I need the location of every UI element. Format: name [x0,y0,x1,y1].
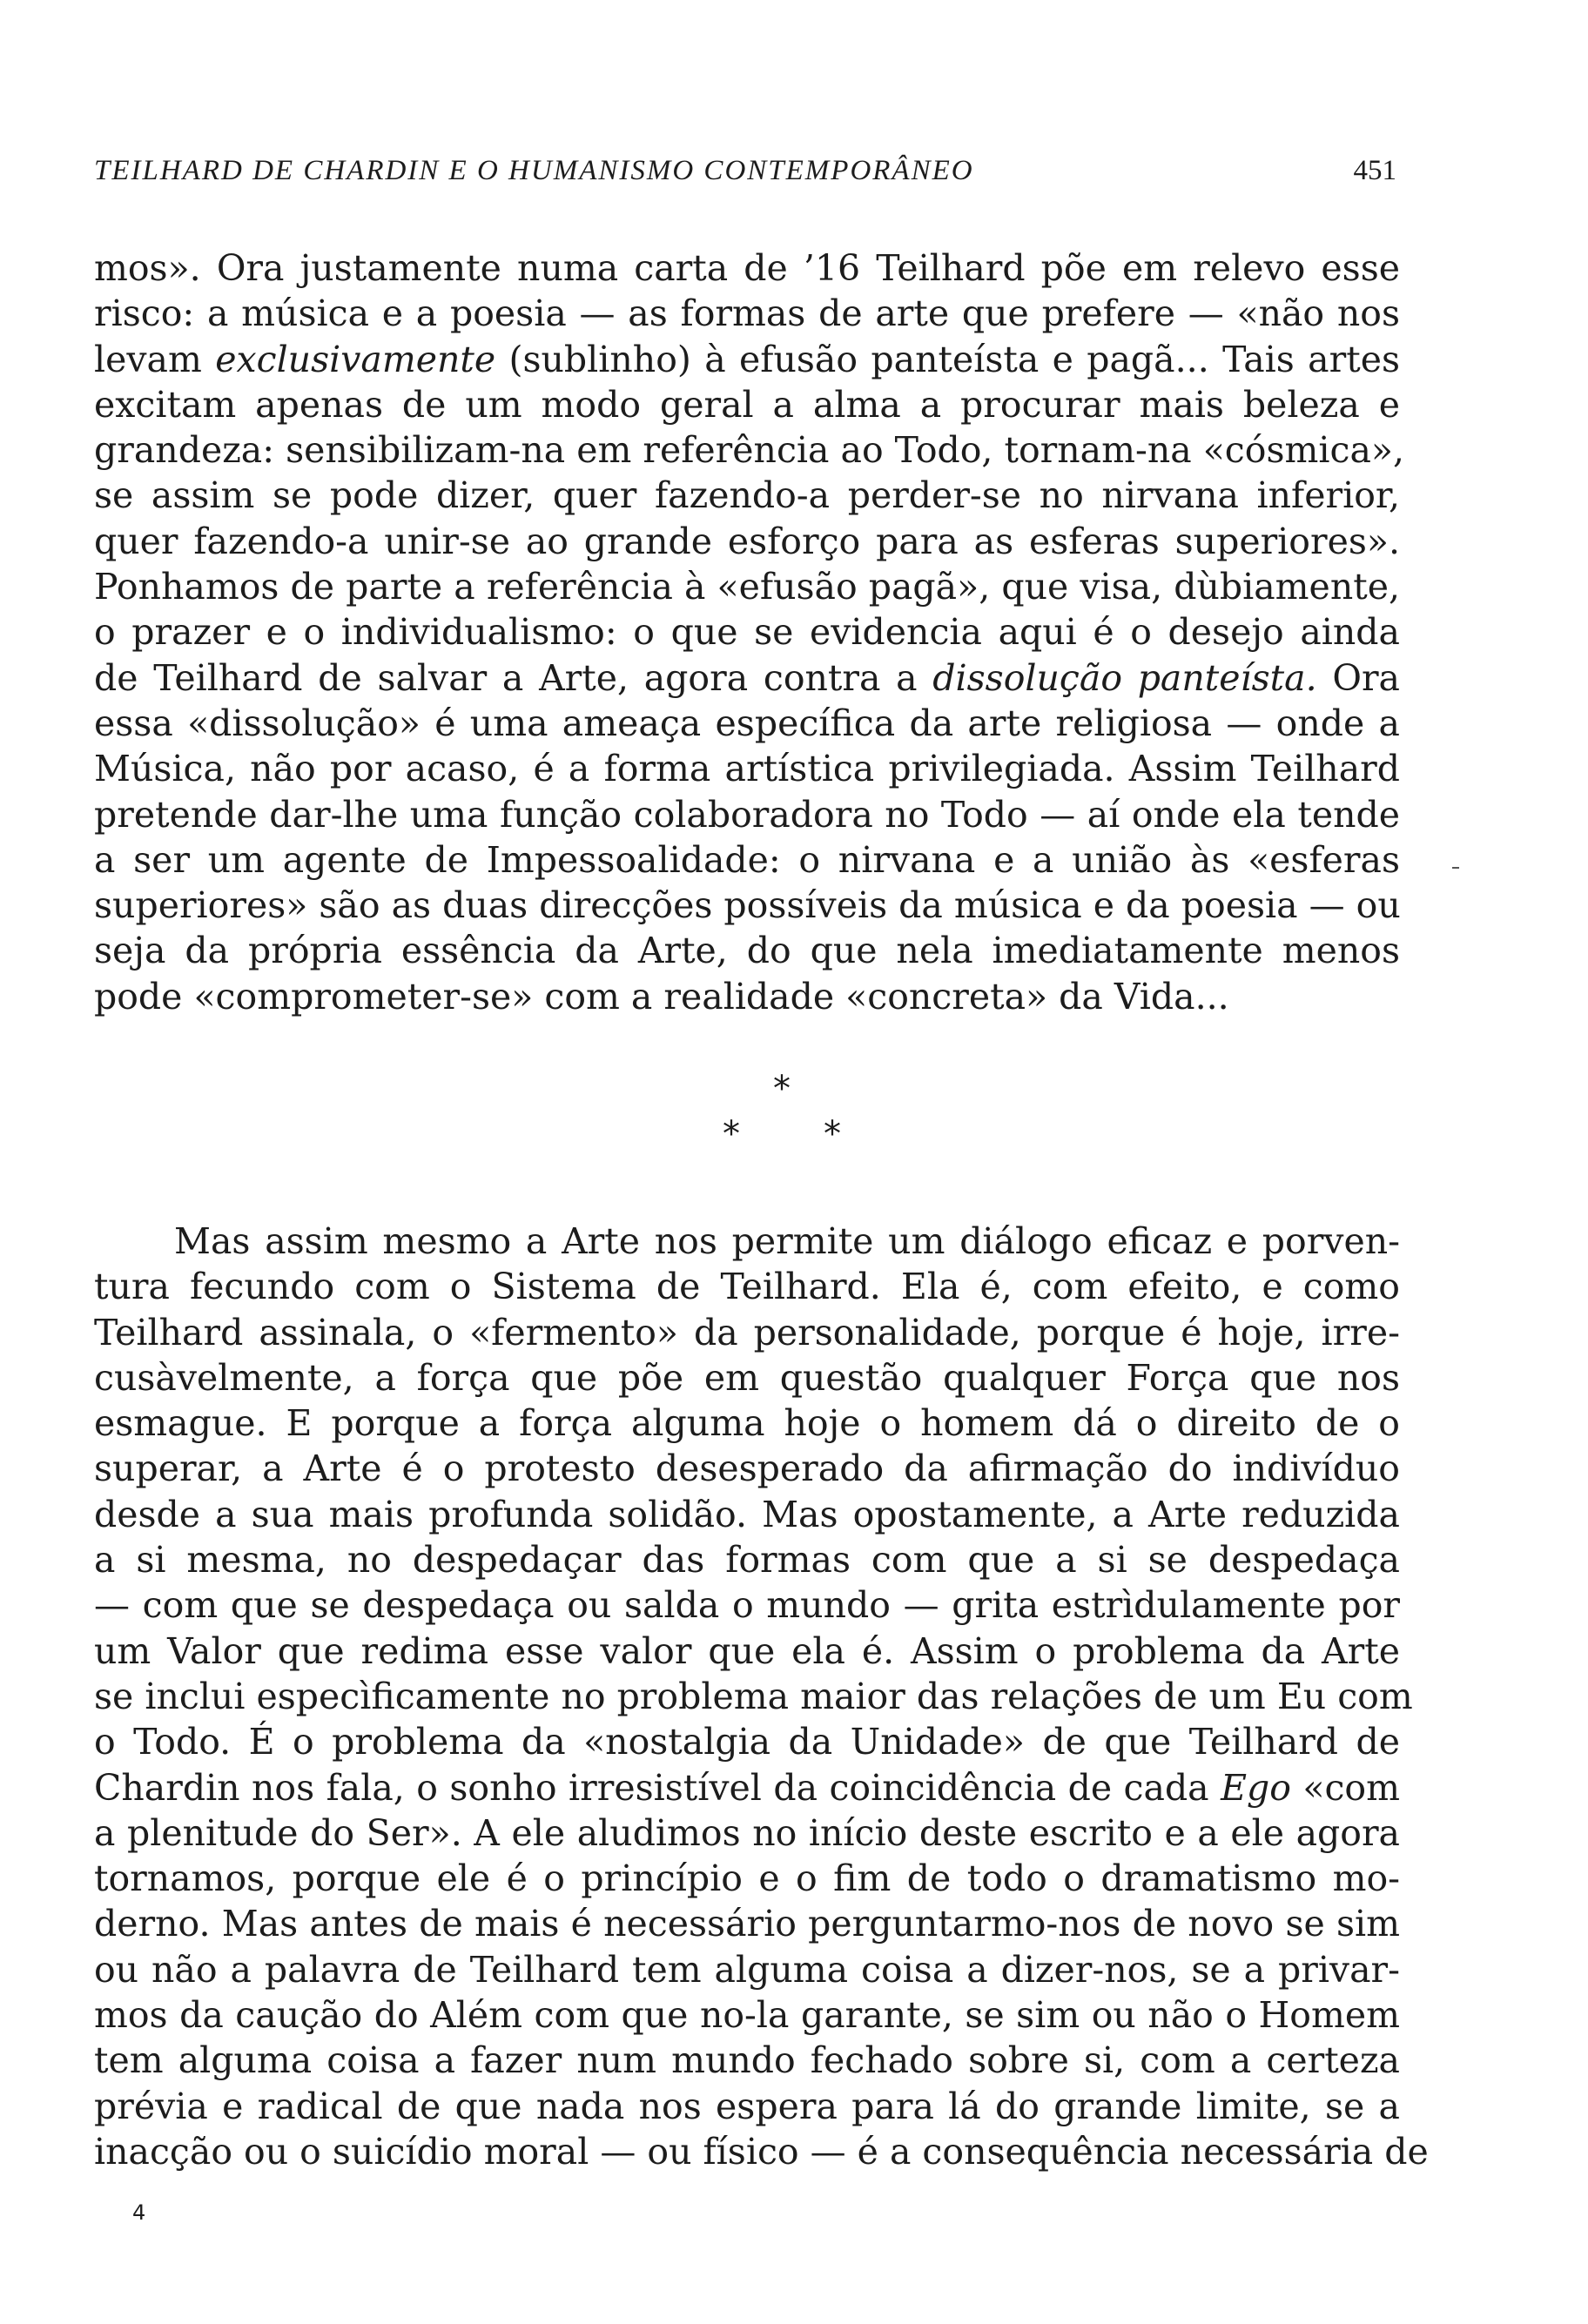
text-run: Mas assim mesmo a Arte nos permite um diálogo eficaz e porven- [174,1220,1400,1262]
text-run: Música, não por acaso, é a forma artística privilegiada. Assim Teilhard [94,748,1400,790]
text-line [94,1947,1400,1992]
text-run: superar, a Arte é o protesto desesperado da afirmação do indivíduo [94,1447,1400,1490]
text-run: cusàvelmente, a força que põe em questão qualquer Força que nos [94,1356,1400,1399]
text-line [94,1355,1400,1400]
text-line [94,382,1400,427]
running-title: TEILHARD DE CHARDIN E O HUMANISMO CONTEMPORÂNEO [94,155,974,186]
text-run: pode «comprometer-se» com a realidade «concreta» da Vida... [94,975,1229,1018]
text-run: (sublinho) à efusão panteísta e pagã... Tais artes [495,338,1400,380]
text-line [94,609,1400,655]
text-line [94,1582,1400,1628]
text-run: tura fecundo com o Sistema de Teilhard. Ela é, com efeito, e como [94,1266,1400,1308]
text-run: Chardin nos fala, o sonho irresistível da coincidência de cada [94,1766,1221,1809]
text-run: desde a sua mais profunda solidão. Mas opostamente, a Arte reduzida [94,1493,1400,1535]
text-line [94,1810,1400,1856]
text-run: Ponhamos de parte a referência à «efusão pagã», que visa, dùbiamente, [94,566,1400,608]
text-run: esmague. E porque a força alguma hoje o homem dá o direito de o [94,1402,1400,1445]
text-line [94,883,1400,928]
text-line [94,974,1400,1019]
text-run: ou não a palavra de Teilhard tem alguma coisa a dizer-nos, se a privar- [94,1948,1400,1991]
text-run: Teilhard assinala, o «fermento» da personalidade, porque é hoje, irre- [94,1311,1400,1353]
text-run: superiores» são as duas direcções possíveis da música e da poesia — ou [94,884,1401,927]
text-line [94,837,1400,883]
text-line [94,473,1400,518]
text-run: o Todo. É o problema da «nostalgia da Unidade» de que Teilhard de [94,1721,1400,1763]
text-run: levam [94,338,216,380]
text-run: a si mesma, no despedaçar das formas com que a si se despedaça [94,1539,1400,1582]
text-line [94,1856,1400,1901]
text-run: a ser um agente de Impessoalidade: o nirvana e a união às «esferas [94,838,1400,881]
text-run: «com [1290,1766,1400,1809]
text-run: mos da caução do Além com que no-la garante, se sim ou não o Homem [94,1994,1400,2037]
text-run: risco: a música e a poesia — as formas de arte que prefere — «não nos [94,292,1400,335]
page-number: 451 [1353,155,1396,186]
page-header [94,155,1396,187]
text-run: essa «dissolução» é uma ameaça específica da arte religiosa — onde a [94,702,1400,744]
text-line [94,746,1400,791]
asterism-star-right: * [824,1114,841,1154]
text-run: quer fazendo-a unir-se ao grande esforço para as esferas superiores». [94,520,1400,562]
text-run: derno. Mas antes de mais é necessário perguntarmo-nos de novo se sim [94,1903,1400,1945]
italic-text: exclusivamente [215,338,496,380]
asterism-star-left: * [723,1114,740,1154]
text-line [94,1629,1400,1674]
paragraph-2 [94,1219,1429,2174]
text-line [94,427,1405,473]
italic-text: Ego [1221,1766,1291,1809]
paragraph-1 [94,245,1405,1019]
text-line [94,928,1400,973]
text-run: mos». Ora justamente numa carta de ’16 Teilhard põe em relevo esse [94,247,1400,289]
text-line [94,1992,1400,2038]
text-run: o prazer e o individualismo: o que se evidencia aqui é o desejo ainda [94,611,1400,654]
text-line [94,1310,1400,1355]
text-line [94,564,1400,609]
text-run: se inclui especìficamente no problema maior das relações de um Eu com [94,1675,1413,1717]
text-line [94,245,1400,291]
text-line [94,1901,1400,1946]
text-line [94,1219,1400,1264]
text-line [94,2084,1400,2129]
text-line [94,337,1400,382]
text-run: inacção ou o suicídio moral — ou físico — é a consequência necessária de [94,2130,1429,2173]
text-run: a plenitude do Ser». A ele aludimos no início deste escrito e a ele agora [94,1811,1400,1854]
text-run: de Teilhard de salvar a Arte, agora contra a [94,656,933,699]
text-run: seja da própria essência da Arte, do que nela imediatamente menos [94,930,1400,972]
text-run: prévia e radical de que nada nos espera para lá do grande limite, se a [94,2085,1400,2127]
text-run: se assim se pode dizer, quer fazendo-a perder-se no nirvana inferior, [94,474,1400,517]
text-run: tem alguma coisa a fazer num mundo fechado sobre si, com a certeza [94,2039,1400,2082]
text-line [94,1674,1413,1719]
text-line [94,1492,1400,1537]
text-line [94,291,1400,336]
italic-text: dissolução panteísta. [932,656,1317,699]
text-run: tornamos, porque ele é o princípio e o fim de todo o dramatismo mo- [94,1857,1400,1900]
text-run: pretende dar-lhe uma função colaboradora no Todo — aí onde ela tende [94,793,1400,836]
signature-mark: 4 [132,2200,146,2225]
text-run: excitam apenas de um modo geral a alma a procurar mais beleza e [94,383,1400,426]
text-run: — com que se despedaça ou salda o mundo — grita estrìdulamente por [94,1584,1400,1627]
text-line [94,1446,1400,1491]
text-line [94,519,1400,564]
text-line [94,701,1400,746]
text-line [94,1765,1400,1810]
text-line [94,2038,1400,2083]
text-line [94,1400,1400,1446]
text-run: um Valor que redima esse valor que ela é. Assim o problema da Arte [94,1629,1400,1672]
text-line [94,1537,1400,1582]
text-run: Ora [1316,656,1400,699]
text-line [94,792,1400,837]
text-line [94,2129,1429,2174]
asterism-star-top: * [773,1069,791,1109]
margin-mark [1452,867,1459,869]
text-line [94,1719,1400,1764]
text-run: grandeza: sensibilizam-na em referência ao Todo, tornam-na «cósmica», [94,429,1405,472]
text-line [94,1264,1400,1309]
text-line [94,655,1400,701]
